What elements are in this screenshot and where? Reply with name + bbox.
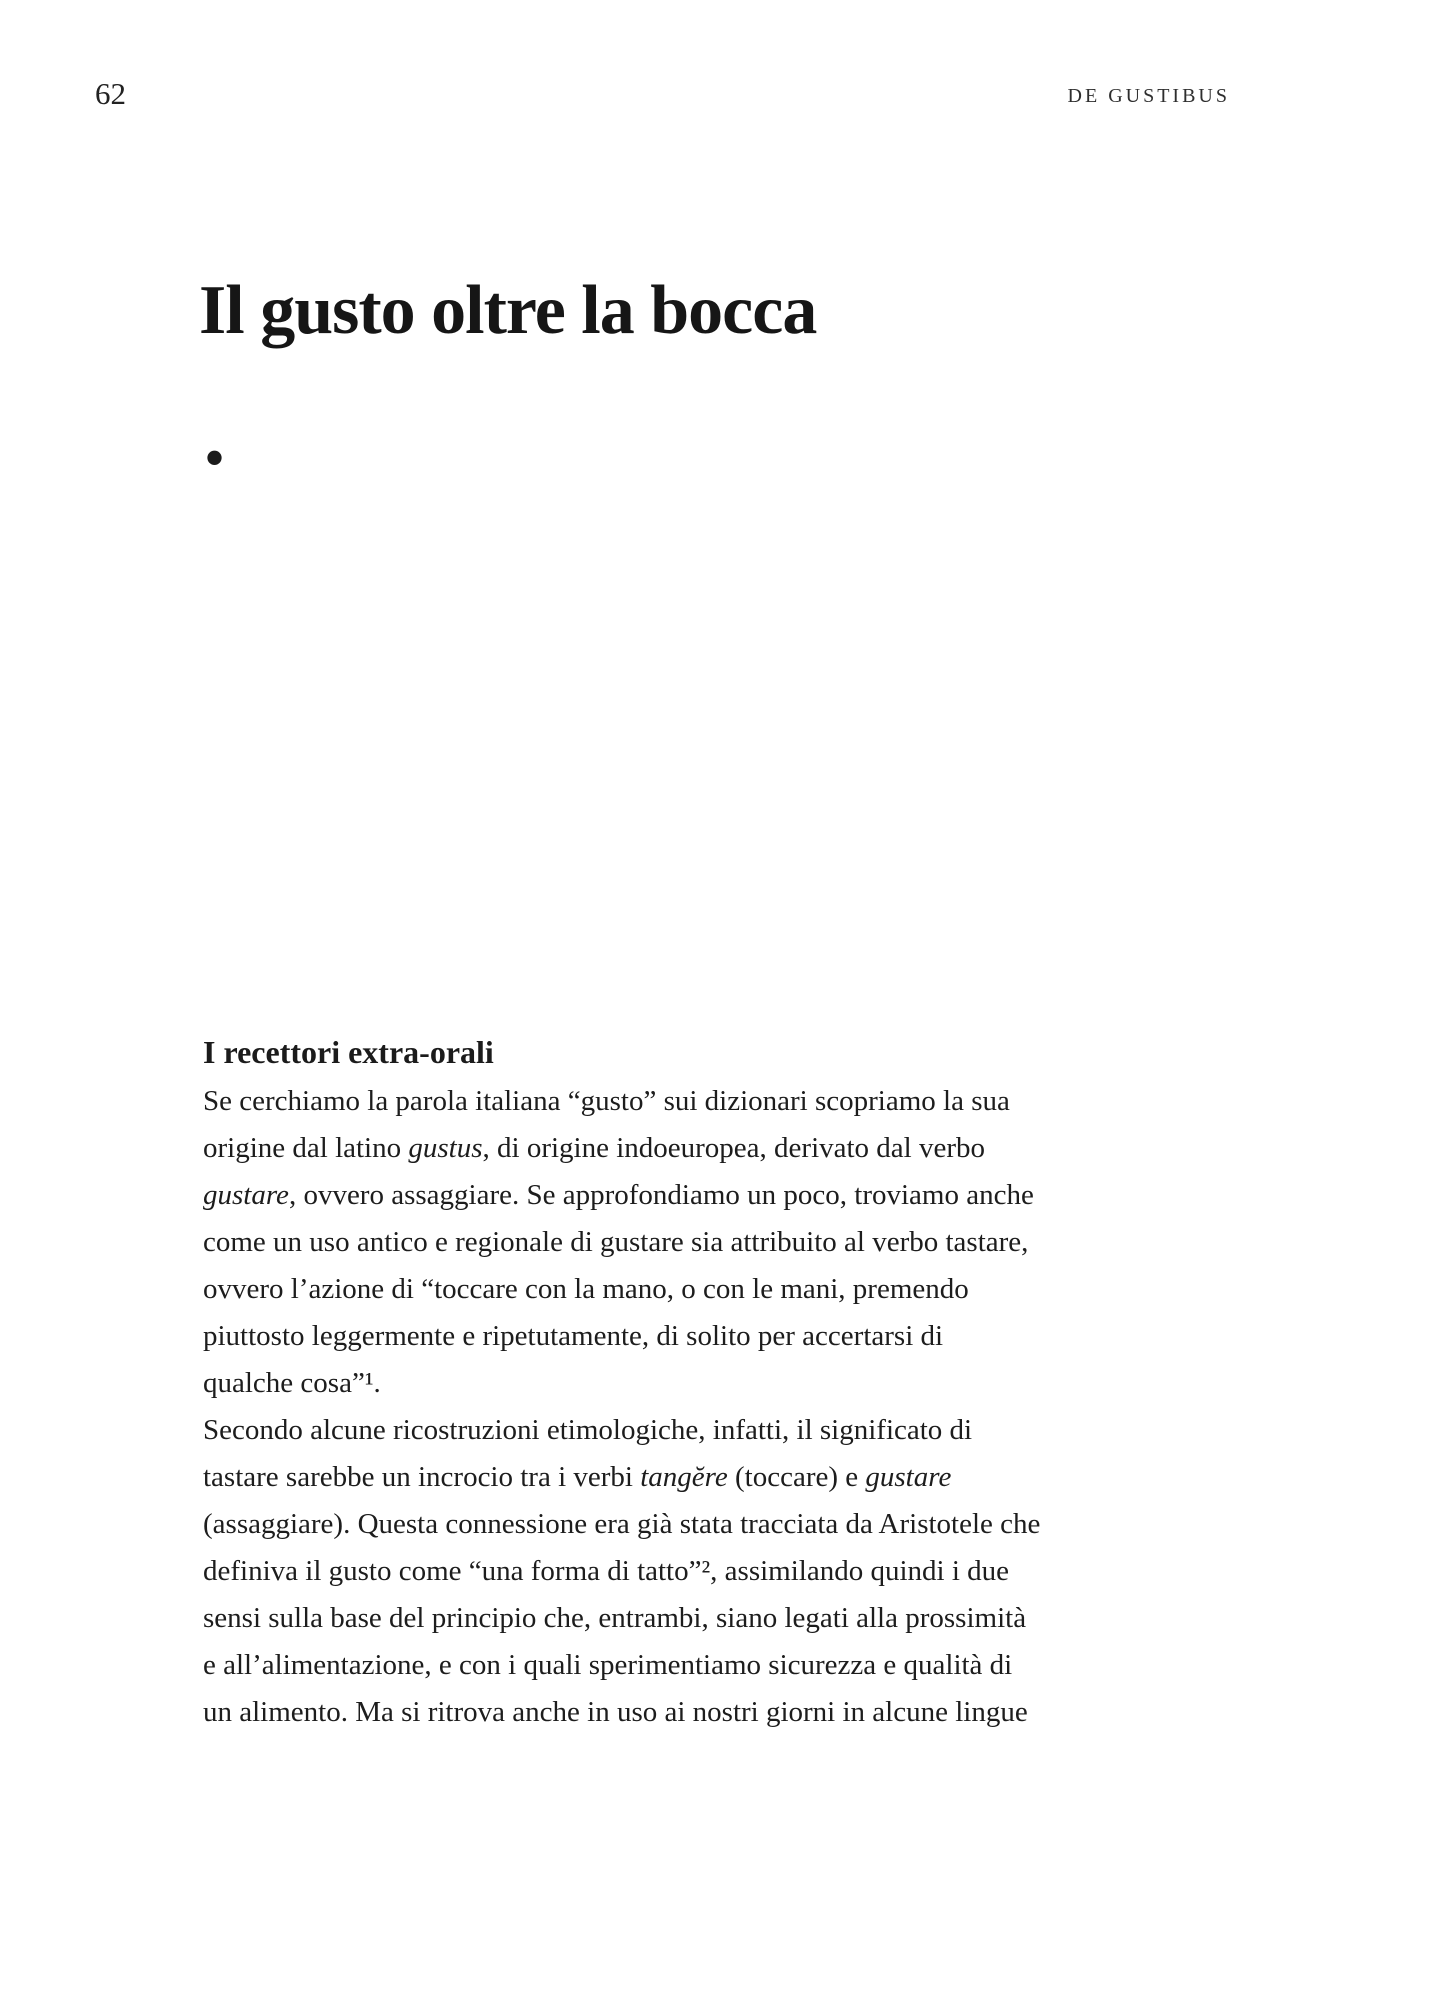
- text-segment: tastare sarebbe un incrocio tra i verbi: [203, 1461, 641, 1493]
- text-segment: sensi sulla base del principio che, entrambi, siano legati alla prossimità: [203, 1602, 1027, 1634]
- text-segment: piuttosto leggermente e ripetutamente, di solito per accertarsi di: [203, 1320, 944, 1352]
- italic-text-segment: gustare: [203, 1179, 289, 1211]
- text-segment: definiva il gusto come “una forma di tatto”², assimilando quindi i due: [203, 1555, 1010, 1587]
- text-line: [203, 1313, 1293, 1360]
- text-line: [203, 1642, 1293, 1689]
- text-segment: come un uso antico e regionale di gustare sia attribuito al verbo tastare,: [203, 1226, 1029, 1258]
- text-segment: un alimento. Ma si ritrova anche in uso ai nostri giorni in alcune lingue: [203, 1696, 1028, 1728]
- italic-text-segment: gustare: [865, 1461, 952, 1493]
- paragraph: [203, 1407, 1293, 1736]
- paragraph: [203, 1078, 1293, 1407]
- text-line: [203, 1266, 1293, 1313]
- text-line: [203, 1454, 1293, 1501]
- page-number: 62: [95, 76, 126, 111]
- italic-text-segment: gustus: [408, 1132, 483, 1164]
- text-line: [203, 1172, 1293, 1219]
- text-line: [203, 1078, 1293, 1125]
- italic-text-segment: tangĕre: [640, 1461, 728, 1493]
- text-line: [203, 1501, 1293, 1548]
- section-bullet-glyph: •: [204, 425, 226, 491]
- body-text: [203, 1078, 1293, 1736]
- text-segment: ovvero l’azione di “toccare con la mano, o con le mani, premendo: [203, 1273, 969, 1305]
- text-segment: e all’alimentazione, e con i quali sperimentiamo sicurezza e qualità di: [203, 1649, 1013, 1681]
- running-header: DE GUSTIBUS: [1067, 85, 1230, 107]
- text-segment: qualche cosa”¹.: [203, 1367, 381, 1399]
- text-segment: origine dal latino: [203, 1132, 409, 1164]
- section-heading: I recettori extra-orali: [203, 1034, 494, 1070]
- text-segment: (toccare) e: [727, 1461, 866, 1493]
- text-segment: (assaggiare). Questa connessione era già stata tracciata da Aristotele che: [203, 1508, 1041, 1540]
- text-line: [203, 1689, 1293, 1736]
- text-segment: Secondo alcune ricostruzioni etimologiche, infatti, il significato di: [203, 1414, 973, 1446]
- text-segment: , di origine indoeuropea, derivato dal verbo: [482, 1132, 986, 1164]
- text-line: [203, 1407, 1293, 1454]
- text-line: [203, 1595, 1293, 1642]
- text-line: [203, 1548, 1293, 1595]
- text-line: [203, 1219, 1293, 1266]
- text-line: [203, 1125, 1293, 1172]
- text-line: [203, 1360, 1293, 1407]
- text-segment: , ovvero assaggiare. Se approfondiamo un poco, troviamo anche: [288, 1179, 1034, 1211]
- chapter-title: Il gusto oltre la bocca: [199, 272, 817, 349]
- text-segment: Se cerchiamo la parola italiana “gusto” sui dizionari scopriamo la sua: [203, 1085, 1010, 1117]
